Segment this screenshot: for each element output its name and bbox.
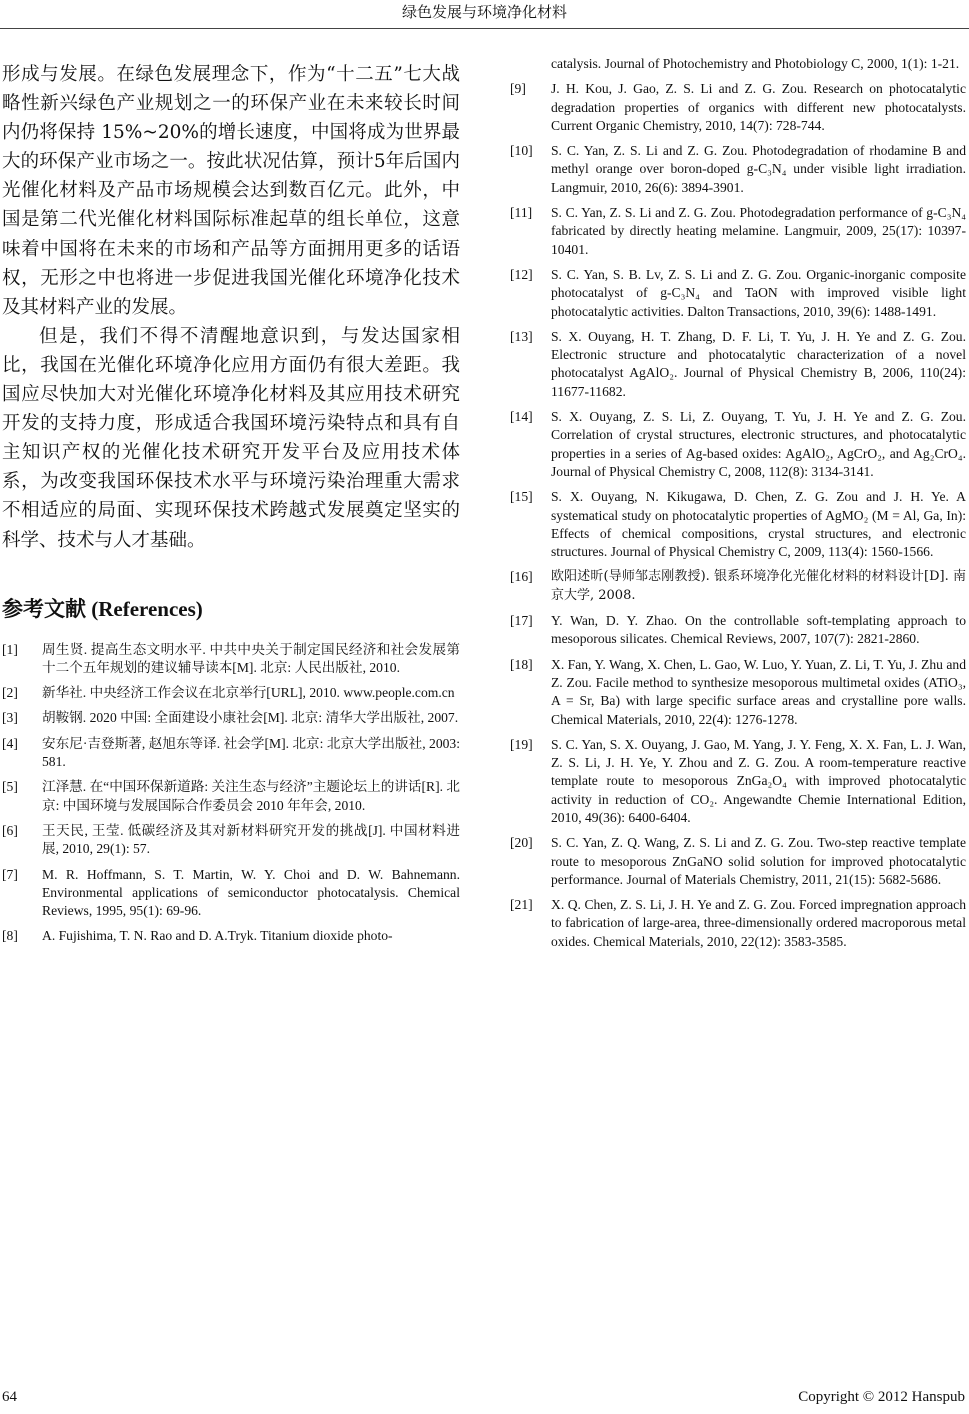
reference-text: S. X. Ouyang, H. T. Zhang, D. F. Li, T. Yu, J. H. Ye and Z. G. Zou. Electronic structure and photocatalytic characterization of a novel photocatalyst AgAlO₂. Journal of Physical Chemistry B, 2006, 110(24): 11677-11682. xyxy=(551,328,966,399)
reference-item xyxy=(510,266,966,321)
reference-number: [15] xyxy=(510,489,533,505)
reference-text: 安东尼·吉登斯著, 赵旭东等译. 社会学[M]. 北京: 北京大学出版社, 2003: 581. xyxy=(42,735,460,770)
reference-number: [18] xyxy=(510,656,533,672)
reference-number: [21] xyxy=(510,897,533,913)
reference-text: S. C. Yan, Z. Q. Wang, Z. S. Li and Z. G. Zou. Two-step reactive template route to mesoporous ZnGaNO solid solution for improved photocatalytic performance. Journal of Materials Chemistry, 2011, 21(15): 5682-5686. xyxy=(551,835,966,887)
reference-text: S. C. Yan, S. B. Lv, Z. S. Li and Z. G. Zou. Organic-inorganic composite photocatalyst of g-C₃N₄ and TaON with improved visible light photocatalytic activities. Dalton Transactions, 2010, 39(6): 1488-1491. xyxy=(551,266,966,319)
reference-number: [14] xyxy=(510,409,533,425)
reference-text: S. C. Yan, Z. S. Li and Z. G. Zou. Photodegradation of rhodamine B and methyl orange over boron-doped g-C₃N₄ under visible light irradiation. Langmuir, 2010, 26(6): 3894-3901. xyxy=(551,143,966,195)
reference-item xyxy=(510,488,966,561)
reference-item xyxy=(510,142,966,197)
reference-item xyxy=(2,927,460,945)
reference-item xyxy=(2,709,460,727)
body-paragraph: 形成与发展。在绿色发展理念下，作为“十二五”七大战略性新兴绿色产业规划之一的环保产业在未来较长时间内仍将保持 15%~20%的增长速度，中国将成为世界最大的环保产业市场之一。按此状况估算，预计5年后国内光催化材料及产品市场规模会达到数百亿元。此外，中国是第二代光催化材料国际标准起草的组长单位，这意味着中国将在未来的市场和产品等方面拥用更多的话语权，无形之中也将进一步促进我国光催化环境净化技术及其材料产业的发展。 xyxy=(2,64,460,318)
reference-text: S. X. Ouyang, N. Kikugawa, D. Chen, Z. G. Zou and J. H. Ye. A systematical study on photocatalytic properties of AgMO₂ (M = Al, Ga, In): Effects of chemical compositions, crystal structures, and electronic structures. Journal of Physical Chemistry C, 2009, 113(4): 1560-1566. xyxy=(551,489,966,560)
reference-item xyxy=(2,822,460,859)
reference-number: [6] xyxy=(2,822,18,838)
reference-text: 新华社. 中央经济工作会议在北京举行[URL], 2010. www.people.com.cn xyxy=(42,685,455,701)
reference-item xyxy=(2,735,460,772)
reference-text: M. R. Hoffmann, S. T. Martin, W. Y. Choi and D. W. Bahnemann. Environmental applications of semiconductor photocatalysis. Chemical Reviews, 1995, 95(1): 69-96. xyxy=(42,866,460,919)
reference-text: 胡鞍钢. 2020 中国: 全面建设小康社会[M]. 北京: 清华大学出版社, 2007. xyxy=(42,710,459,726)
reference-item xyxy=(510,80,966,135)
reference-text: S. C. Yan, Z. S. Li and Z. G. Zou. Photodegradation performance of g-C₃N₄ fabricated by directly heating melamine. Langmuir, 2009, 25(17): 10397-10401. xyxy=(551,205,966,257)
left-column xyxy=(2,60,460,953)
copyright-notice: Copyright © 2012 Hanspub xyxy=(798,1389,965,1405)
reference-item xyxy=(510,408,966,481)
reference-item xyxy=(2,641,460,678)
reference-text: X. Fan, Y. Wang, X. Chen, L. Gao, W. Luo, Y. Yuan, Z. Li, T. Yu, J. Zhu and Z. Zou. Facile method to synthesize mesoporous multimetal oxides (ATiO₃, A = Sr, Ba) with large specific surface areas and crystalline pore walls. Chemical Materials, 2010, 22(4): 1276-1278. xyxy=(551,656,966,727)
reference-text: S. X. Ouyang, Z. S. Li, Z. Ouyang, T. Yu, J. H. Ye and Z. G. Zou. Correlation of crystal structures, electronic structures, and photocatalytic properties in a series of Ag-based oxides: AgAlO₂, AgCrO₂, and Ag₂CrO₄. Journal of Physical Chemistry C, 2008, 112(8): 3134-3141. xyxy=(551,409,966,479)
reference-item xyxy=(510,896,966,951)
header-rule xyxy=(0,28,969,29)
reference-number: [9] xyxy=(510,81,526,97)
reference-item xyxy=(510,328,966,401)
reference-number: [3] xyxy=(2,710,18,726)
reference-number: [8] xyxy=(2,928,18,944)
reference-text: 江泽慧. 在“中国环保新道路: 关注生态与经济”主题论坛上的讲话[R]. 北京: 中国环境与发展国际合作委员会 2010 年年会, 2010. xyxy=(42,779,460,813)
reference-item xyxy=(2,684,460,702)
references-heading: 参考文献 (References) xyxy=(2,596,203,621)
right-column xyxy=(510,55,966,958)
reference-number: [7] xyxy=(2,866,18,882)
reference-number: [17] xyxy=(510,613,533,629)
reference-number: [10] xyxy=(510,143,533,159)
reference-text: 周生贤. 提高生态文明水平. 中共中央关于制定国民经济和社会发展第十二个五年规划的建议辅导读本[M]. 北京: 人民出版社, 2010. xyxy=(42,641,460,675)
reference-item xyxy=(510,55,966,73)
reference-number: [13] xyxy=(510,328,533,344)
page-number: 64 xyxy=(2,1389,17,1405)
reference-text: Y. Wan, D. Y. Zhao. On the controllable soft-templating approach to mesoporous silicates. Chemical Reviews, 2007, 107(7): 2821-2860. xyxy=(551,613,966,647)
reference-text: J. H. Kou, J. Gao, Z. S. Li and Z. G. Zou. Research on photocatalytic degradation properties of organics with different new photocatalysts. Current Organic Chemistry, 2010, 14(7): 728-744. xyxy=(551,81,966,133)
reference-item xyxy=(2,778,460,815)
reference-item xyxy=(510,568,966,605)
reference-number: [12] xyxy=(510,266,533,282)
reference-text: 王天民, 王莹. 低碳经济及其对新材料研究开发的挑战[J]. 中国材料进展, 2010, 29(1): 57. xyxy=(42,822,460,857)
reference-text: X. Q. Chen, Z. S. Li, J. H. Ye and Z. G. Zou. Forced impregnation approach to fabrication of large-area, three-dimensionally ordered macroporous metal oxides. Chemical Materials, 2010, 22(12): 3583-3585. xyxy=(551,897,966,949)
reference-list-left xyxy=(2,641,460,946)
reference-number: [2] xyxy=(2,685,18,701)
reference-text: S. C. Yan, S. X. Ouyang, J. Gao, M. Yang, J. Y. Feng, X. X. Fan, L. J. Wan, Z. S. Li, J. H. Ye, Y. Zhou and Z. G. Zou. A room-temperature reactive template route to mesoporous ZnGa₂O₄ with improved photocatalytic activity in reduction of CO₂. Angewandte Chemie International Edition, 2010, 49(36): 6400-6404. xyxy=(551,736,966,825)
reference-number: [1] xyxy=(2,641,18,657)
reference-text: A. Fujishima, T. N. Rao and D. A.Tryk. Titanium dioxide photo- xyxy=(42,928,393,944)
reference-item xyxy=(510,204,966,259)
reference-number: [20] xyxy=(510,835,533,851)
reference-item xyxy=(510,736,966,827)
reference-text: catalysis. Journal of Photochemistry and Photobiology C, 2000, 1(1): 1-21. xyxy=(551,56,960,71)
reference-number: [5] xyxy=(2,779,18,795)
reference-text: 欧阳述昕(导师邹志刚教授). 银系环境净化光催化材料的材料设计[D]. 南京大学, 2008. xyxy=(551,569,966,603)
reference-item xyxy=(510,612,966,649)
reference-item xyxy=(510,656,966,729)
reference-item xyxy=(2,866,460,921)
reference-item xyxy=(510,834,966,889)
reference-number: [19] xyxy=(510,736,533,752)
reference-number: [16] xyxy=(510,569,533,585)
reference-list-right xyxy=(510,55,966,951)
body-paragraph: 但是，我们不得不清醒地意识到，与发达国家相比，我国在光催化环境净化应用方面仍有很大差距。我国应尽快加大对光催化环境净化材料及其应用技术研究开发的支持力度，形成适合我国环境污染特点和具有自主知识产权的光催化技术研究开发平台及应用技术体系，为改变我国环保技术水平与环境污染治理重大需求不相适应的局面、实现环保技术跨越式发展奠定坚实的科学、技术与人才基础。 xyxy=(2,325,460,551)
reference-number: [11] xyxy=(510,205,533,221)
reference-number: [4] xyxy=(2,735,18,751)
running-header: 绿色发展与环境净化材料 xyxy=(401,3,567,21)
